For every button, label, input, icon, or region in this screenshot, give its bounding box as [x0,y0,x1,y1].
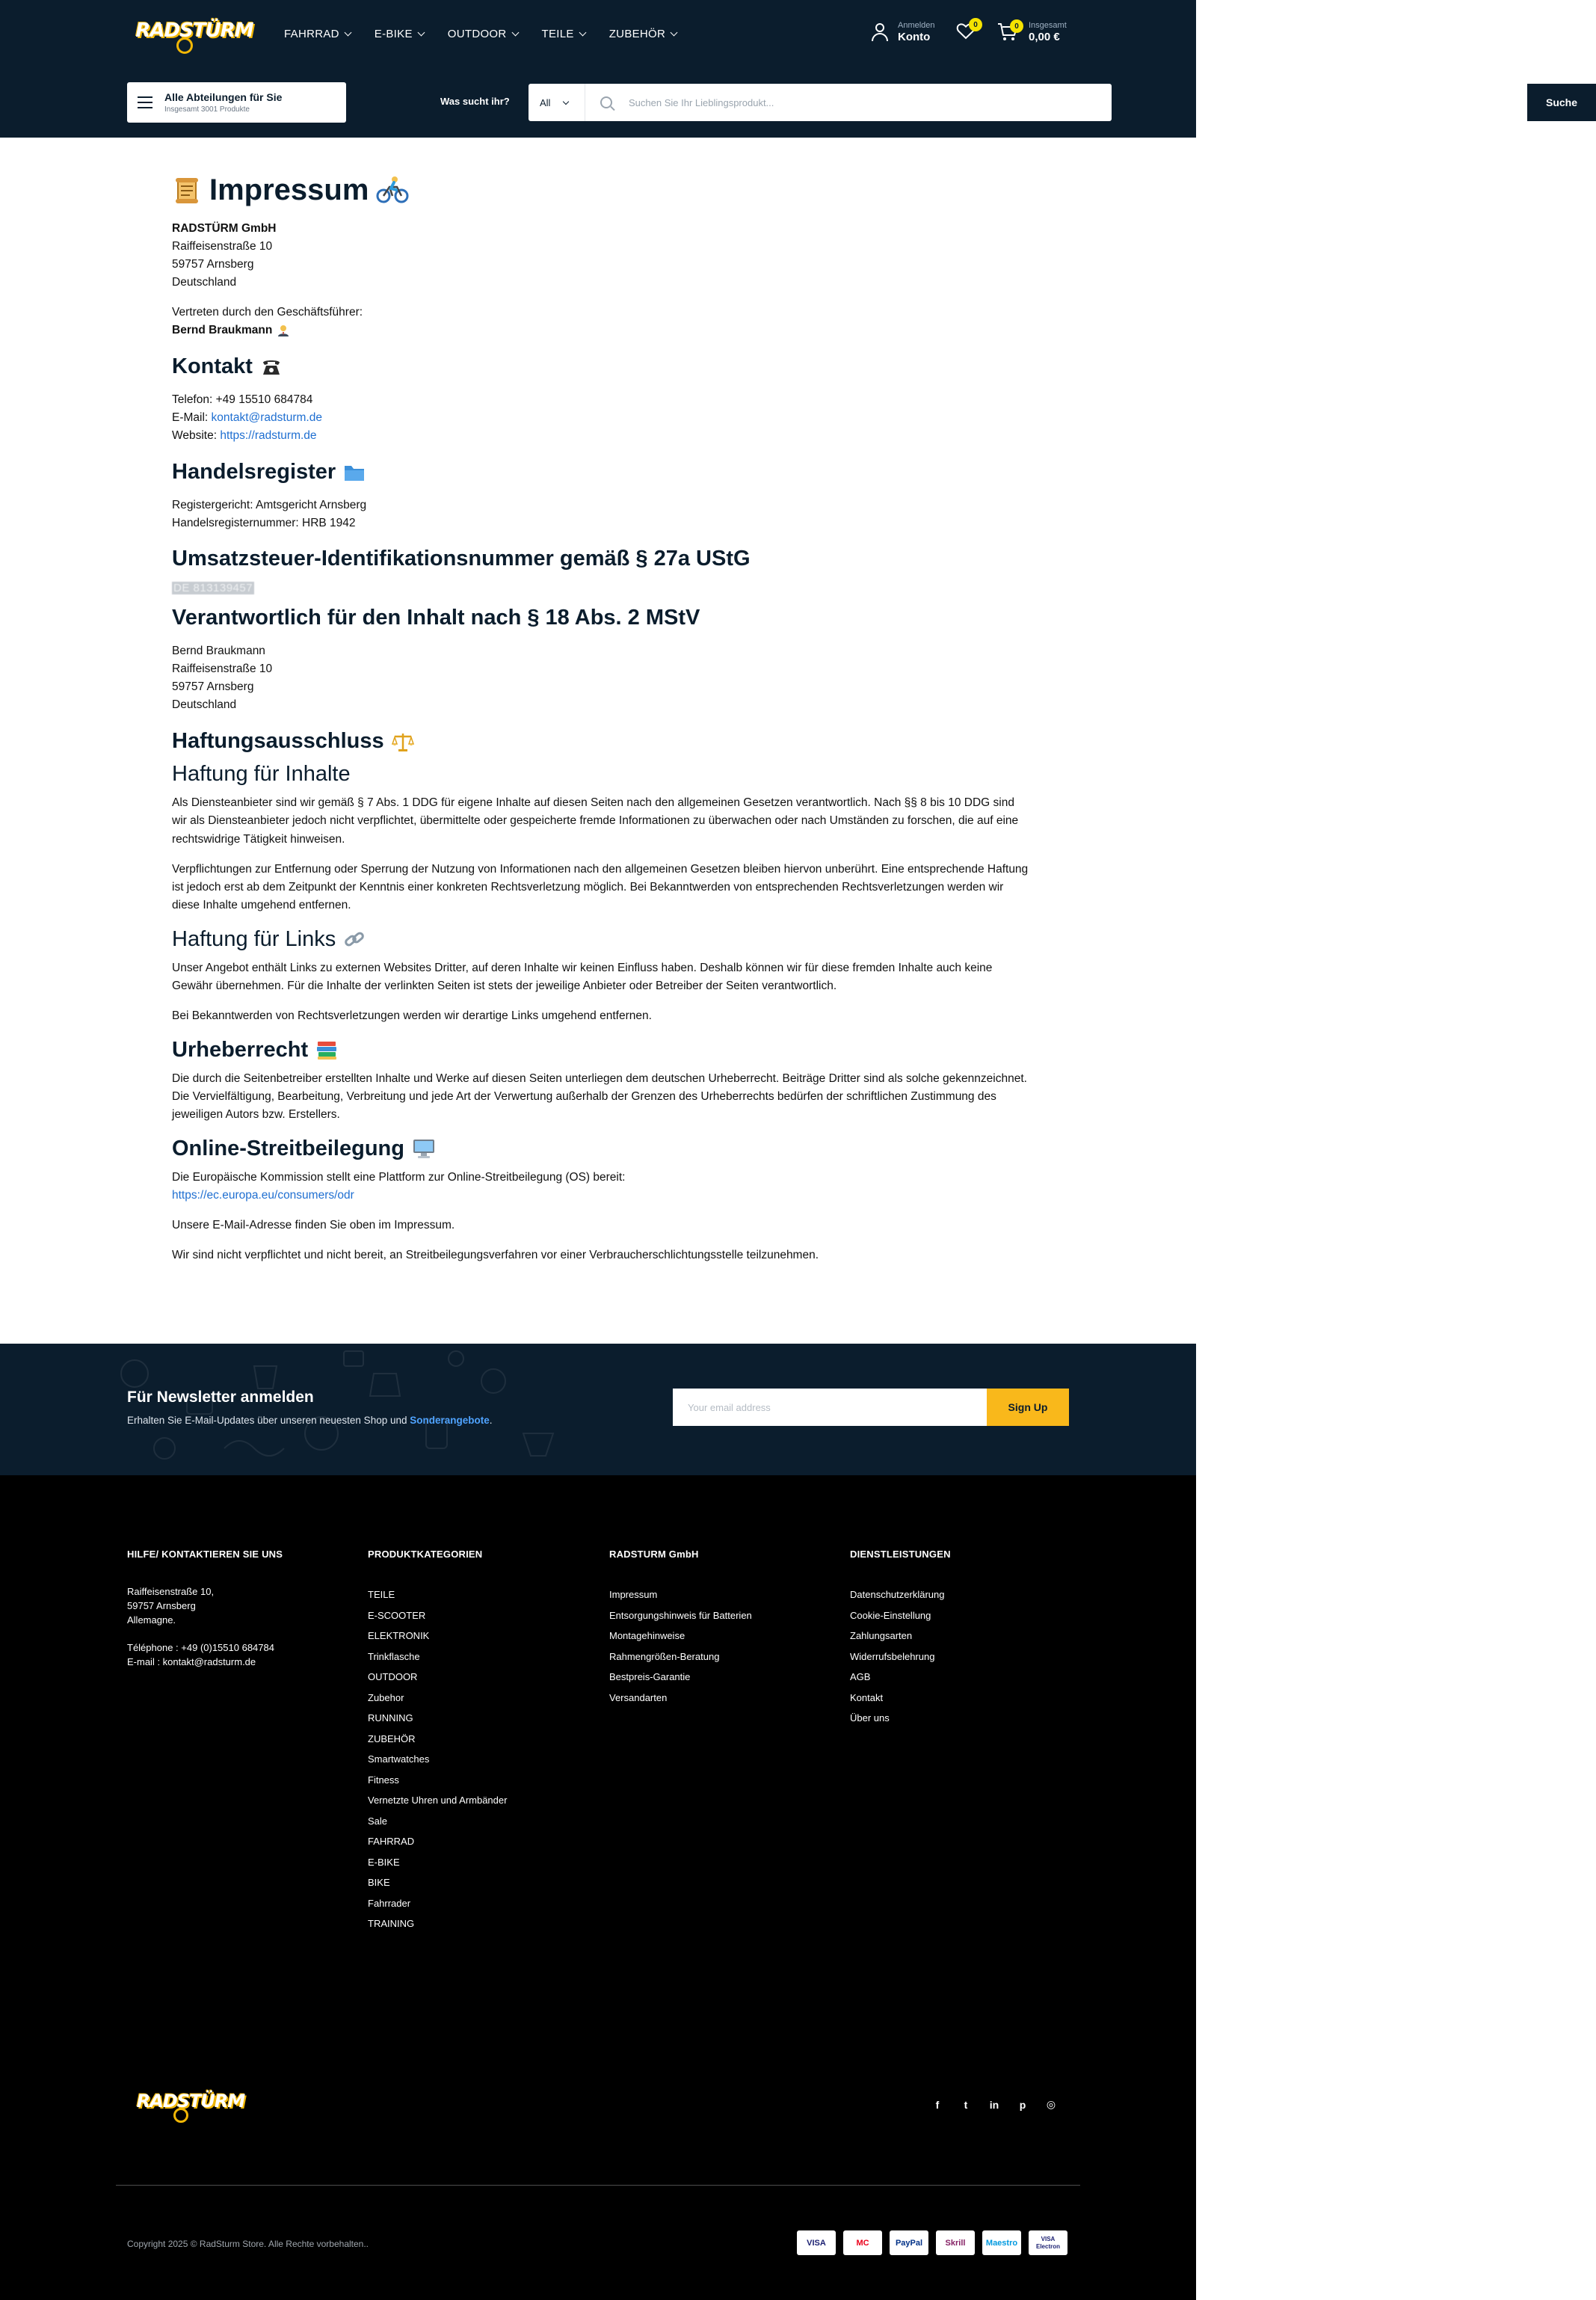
footer-category-link[interactable]: Fitness [368,1774,399,1786]
newsletter-signup-button[interactable]: Sign Up [987,1389,1069,1426]
footer-categories-list [368,1584,507,1934]
footer-category-link[interactable]: Sale [368,1815,388,1827]
footer-category-link[interactable]: E-BIKE [368,1856,400,1868]
newsletter-title: Für Newsletter anmelden [127,1389,314,1406]
impressum-content [172,172,1032,1265]
website-label: Website: [172,429,221,442]
footer-address [127,1584,283,1627]
search-icon [600,96,612,108]
footer-category-link[interactable]: FAHRRAD [368,1836,415,1847]
departments-subtitle: Insgesamt 3001 Produkte [164,105,250,114]
footer-company-link[interactable]: Impressum [609,1589,658,1600]
newsletter-subtitle-end: . [489,1415,493,1426]
newsletter-subtitle [127,1415,493,1426]
chevron-down-icon [417,28,425,36]
chevron-down-icon [579,28,586,36]
page-title-text: Impressum [209,173,369,206]
vat-heading: Umsatzsteuer-Identifikationsnummer gemäß § 27a UStG [172,547,751,571]
search-button[interactable]: Suche [1527,84,1596,121]
address-city: 59757 Arnsberg [172,258,254,271]
twitter-icon[interactable]: t [964,2098,968,2111]
footer-services-column [850,1549,951,1729]
nav-item-outdoor[interactable] [448,28,518,40]
cart-icon-wrap [997,22,1018,42]
wishlist-count-badge: 0 [969,18,982,31]
register-heading [172,460,1032,485]
website-line [172,427,1032,445]
account-label: Konto [898,31,931,43]
scroll-icon [172,175,202,205]
footer-service-link[interactable]: Zahlungsarten [850,1630,913,1641]
footer-category-link[interactable]: TRAINING [368,1918,415,1929]
doodle-pattern-graphic [105,1344,583,1475]
odr-heading-text: Online-Streitbeilegung [172,1136,404,1160]
all-departments-button[interactable] [127,82,346,123]
odr-paragraph-2: Unsere E-Mail-Adresse finden Sie oben im Impressum. [172,1219,455,1232]
books-icon [315,1039,338,1060]
payment-badge: VISA [797,2230,836,2255]
footer-divider [116,2185,1080,2186]
nav-item-e-bike[interactable] [375,28,424,40]
address-street: Raiffeisenstraße 10 [172,240,273,253]
payment-badge: MC [843,2230,882,2255]
register-court: Registergericht: Amtsgericht Arnsberg [172,499,367,511]
linkedin-icon[interactable]: in [989,2098,999,2111]
copyright-paragraph: Die durch die Seitenbetreiber erstellten Inhalte und Werke auf diesen Seiten unterliegen dem deutschen Urheberrecht. Beiträge Dritter sind als solche gekennzeichnet. Die Vervielfältigung, Bearbeitung, Verbreitung und jede Art der Verwertung außerhalb der Grenzen des Urheberrechts bedürfen der schriftlichen Zustimmung des jeweiligen Autors bzw. Erstellers. [172,1071,1027,1122]
brand-logo[interactable] [135,12,253,55]
footer-company-link[interactable]: Rahmengrößen-Beratung [609,1650,720,1662]
chevron-down-icon [671,28,678,36]
footer-contact [127,1641,283,1669]
email-link[interactable]: kontakt@radsturm.de [211,411,322,424]
special-offers-link[interactable]: Sonderangebote [410,1415,490,1426]
footer-service-link[interactable]: Widerrufsbelehrung [850,1650,935,1662]
cart-small-label: Insgesamt [1029,21,1067,30]
menu-icon [138,96,152,108]
responsible-city: 59757 Arnsberg [172,680,254,693]
footer-logo-text: RADSTÜRM [136,2091,245,2112]
footer-category-link[interactable]: RUNNING [368,1712,413,1724]
responsible-name: Bernd Braukmann [172,645,265,657]
account-link[interactable] [871,21,935,43]
payment-badge: VISA Electron [1029,2230,1067,2255]
represented-name-row [172,322,1032,339]
page-title [172,172,1032,208]
computer-icon [412,1138,436,1159]
search-category-select[interactable] [529,84,585,121]
cart-count-badge: 0 [1010,19,1023,33]
newsletter-subtitle-text: Erhalten Sie E-Mail-Updates über unseren neuesten Shop und [127,1415,410,1426]
footer-service-link[interactable]: Über uns [850,1712,890,1724]
copyright-heading [172,1038,1032,1063]
balance-scale-icon [392,731,414,752]
footer-category-link[interactable]: ZUBEHÖR [368,1732,416,1744]
user-icon [871,22,889,42]
footer-category-link[interactable]: Zubehor [368,1691,404,1703]
newsletter-form [673,1389,1069,1426]
footer-category-link[interactable]: Fahrrader [368,1897,411,1909]
main-navigation [284,22,677,45]
responsible-country: Deutschland [172,698,237,711]
footer-email[interactable]: E-mail : kontakt@radsturm.de [127,1656,256,1667]
website-link[interactable]: https://radsturm.de [220,429,317,442]
facebook-icon[interactable]: f [935,2098,940,2111]
footer-help-title: HILFE/ KONTAKTIEREN SIE UNS [127,1549,283,1560]
payment-badge: Maestro [982,2230,1021,2255]
footer-address-line: Allemagne. [127,1614,176,1626]
search-question-label: Was sucht ihr? [440,96,510,107]
vat-block [172,582,1032,595]
footer-company-title: RADSTURM GmbH [609,1549,699,1560]
search-input[interactable] [629,97,988,108]
represented-label: Vertreten durch den Geschäftsführer: [172,306,363,319]
nav-item-teile[interactable] [542,28,585,40]
footer-category-link[interactable]: TEILE [368,1589,395,1600]
footer-categories-title: PRODUKTKATEGORIEN [368,1549,483,1560]
liability-content-paragraph-1: Als Diensteanbieter sind wir gemäß § 7 Abs. 1 DDG für eigene Inhalte auf diesen Seiten nach den allgemeinen Gesetzen verantwortlich. Nach §§ 8 bis 10 DDG sind wir als Diensteanbieter jedoch nicht verpflichtet, übermittelte oder gespeicherte fremde Informationen zu überwachen oder nach Umständen zu forschen, die auf eine rechtswidrige Tätigkeit hinweisen. [172,796,1019,846]
contact-block [172,391,1032,445]
odr-paragraph-3: Wir sind nicht verpflichtet und nicht bereit, an Streitbeilegungsverfahren vor einer Verbraucherschlichtungsstelle teilzunehmen. [172,1249,819,1262]
represented-name: Bernd Braukmann [172,324,273,336]
logo-text: RADSTÜRM [135,19,253,42]
nav-label: FAHRRAD [284,27,339,40]
footer-category-link[interactable]: BIKE [368,1877,390,1888]
liability-heading [172,729,1032,754]
liability-links-paragraph-2: Bei Bekanntwerden von Rechtsverletzungen werden wir derartige Links umgehend entfernen. [172,1009,652,1023]
search-bar [529,84,1577,121]
footer-company-link[interactable]: Entsorgungshinweis für Batterien [609,1609,752,1621]
odr-link-row [172,1187,1032,1205]
liability-links-paragraph-1: Unser Angebot enthält Links zu externen Websites Dritter, auf deren Inhalte wir keinen Einfluss haben. Deshalb können wir für diese fremden Inhalte auch keine Gewähr übernehmen. Für die Inhalte der verlinkten Seiten ist stets der jeweilige Anbieter oder Betreiber der Seiten verantwortlich. [172,961,993,993]
contact-heading-text: Kontakt [172,354,253,378]
nav-item-fahrrad[interactable] [284,28,351,40]
odr-link[interactable]: https://ec.europa.eu/consumers/odr [172,1188,354,1202]
footer-categories-column [368,1549,507,1934]
company-name: RADSTÜRM GmbH [172,222,277,235]
departments-title: Alle Abteilungen für Sie [164,91,283,103]
footer-services-list [850,1584,951,1729]
contact-heading [172,354,1032,379]
footer-category-link[interactable]: OUTDOOR [368,1671,418,1682]
footer-company-link[interactable]: Versandarten [609,1691,668,1703]
copyright-text: Copyright 2025 © RadSturm Store. Alle Rechte vorbehalten.. [127,2239,369,2249]
link-icon [343,929,366,950]
chevron-down-icon [563,98,569,104]
vat-id-value: DE 813139457 [173,582,253,594]
responsible-street: Raiffeisenstraße 10 [172,662,273,675]
payment-badge: PayPal [890,2230,928,2255]
footer-service-link[interactable]: Kontakt [850,1691,884,1703]
footer-help-column [127,1549,283,1669]
account-small-label: Anmelden [898,21,935,30]
nav-label: TEILE [541,27,574,40]
footer-services-title: DIENSTLEISTUNGEN [850,1549,951,1560]
footer-brand-logo[interactable] [136,2082,245,2126]
footer-service-link[interactable]: AGB [850,1671,871,1682]
liability-content-paragraph-2: Verpflichtungen zur Entfernung oder Sperrung der Nutzung von Informationen nach den allgemeinen Gesetzen bleiben hiervon unberührt. Eine entsprechende Haftung ist jedoch erst ab dem Zeitpunkt der Kenntnis einer konkreten Rechtsverletzung möglich. Bei Bekanntwerden von entsprechenden Rechtsverletzungen werden wir diese Inhalte umgehend entfernen. [172,862,1029,912]
email-line [172,409,1032,427]
footer-phone: Téléphone : +49 (0)15510 684784 [127,1642,274,1653]
footer-address-line: Raiffeisenstraße 10, [127,1586,215,1597]
nav-label: E-BIKE [374,27,413,40]
instagram-icon[interactable]: ◎ [1046,2098,1056,2110]
nav-label: OUTDOOR [447,27,507,40]
cyclist-icon [376,175,409,205]
footer-company-link[interactable]: Bestpreis-Garantie [609,1671,691,1682]
footer-company-link[interactable]: Montagehinweise [609,1630,685,1641]
liability-heading-text: Haftungsausschluss [172,729,384,753]
footer-service-link[interactable]: Cookie-Einstellung [850,1609,931,1621]
wishlist-button[interactable] [956,22,976,40]
liability-links-heading [172,927,1032,952]
newsletter-email-input[interactable] [673,1389,987,1426]
phone-line: Telefon: +49 15510 684784 [172,393,313,406]
footer-address-line: 59757 Arnsberg [127,1600,196,1611]
odr-paragraph-1: Die Europäische Kommission stellt eine Plattform zur Online-Streitbeilegung (OS) bereit: [172,1170,626,1184]
copyright-heading-text: Urheberrecht [172,1037,309,1062]
chevron-down-icon [344,28,351,36]
telephone-icon [260,357,283,378]
site-footer [0,1475,1196,2300]
nav-label: ZUBEHÖR [608,27,666,40]
footer-category-link[interactable]: E-SCOOTER [368,1609,426,1621]
liability-content-heading: Haftung für Inhalte [172,762,351,786]
chevron-down-icon [511,28,519,36]
footer-service-link[interactable]: Datenschutzerklärung [850,1589,945,1600]
register-number: Handelsregisternummer: HRB 1942 [172,517,356,529]
odr-heading [172,1137,1032,1161]
footer-category-link[interactable]: Trinkflasche [368,1650,420,1662]
site-header [0,0,1577,138]
search-category-value: All [540,96,551,108]
folder-icon [343,463,366,482]
footer-company-list [609,1584,752,1708]
cart-total: 0,00 € [1029,31,1060,43]
liability-links-heading-text: Haftung für Links [172,926,336,951]
register-block [172,496,1032,532]
newsletter-section [0,1344,1196,1475]
representative-block [172,304,1032,339]
footer-category-link[interactable]: ELEKTRONIK [368,1630,430,1641]
cart-button[interactable] [997,21,1067,43]
company-block [172,220,1032,292]
email-label: E-Mail: [172,411,212,424]
footer-category-link[interactable]: Vernetzte Uhren und Armbänder [368,1795,508,1806]
responsible-heading: Verantwortlich für den Inhalt nach § 18 Abs. 2 MStV [172,606,700,630]
pinterest-icon[interactable]: p [1019,2098,1026,2111]
footer-category-link[interactable]: Smartwatches [368,1753,430,1765]
register-heading-text: Handelsregister [172,460,336,484]
footer-company-column [609,1549,752,1708]
social-links [931,2098,1058,2111]
payment-methods [797,2230,1067,2255]
payment-badge: Skrill [936,2230,975,2255]
nav-item-zubehoer[interactable] [609,28,677,40]
address-country: Deutschland [172,276,237,289]
businessman-icon [277,324,290,337]
responsible-block [172,642,1032,714]
